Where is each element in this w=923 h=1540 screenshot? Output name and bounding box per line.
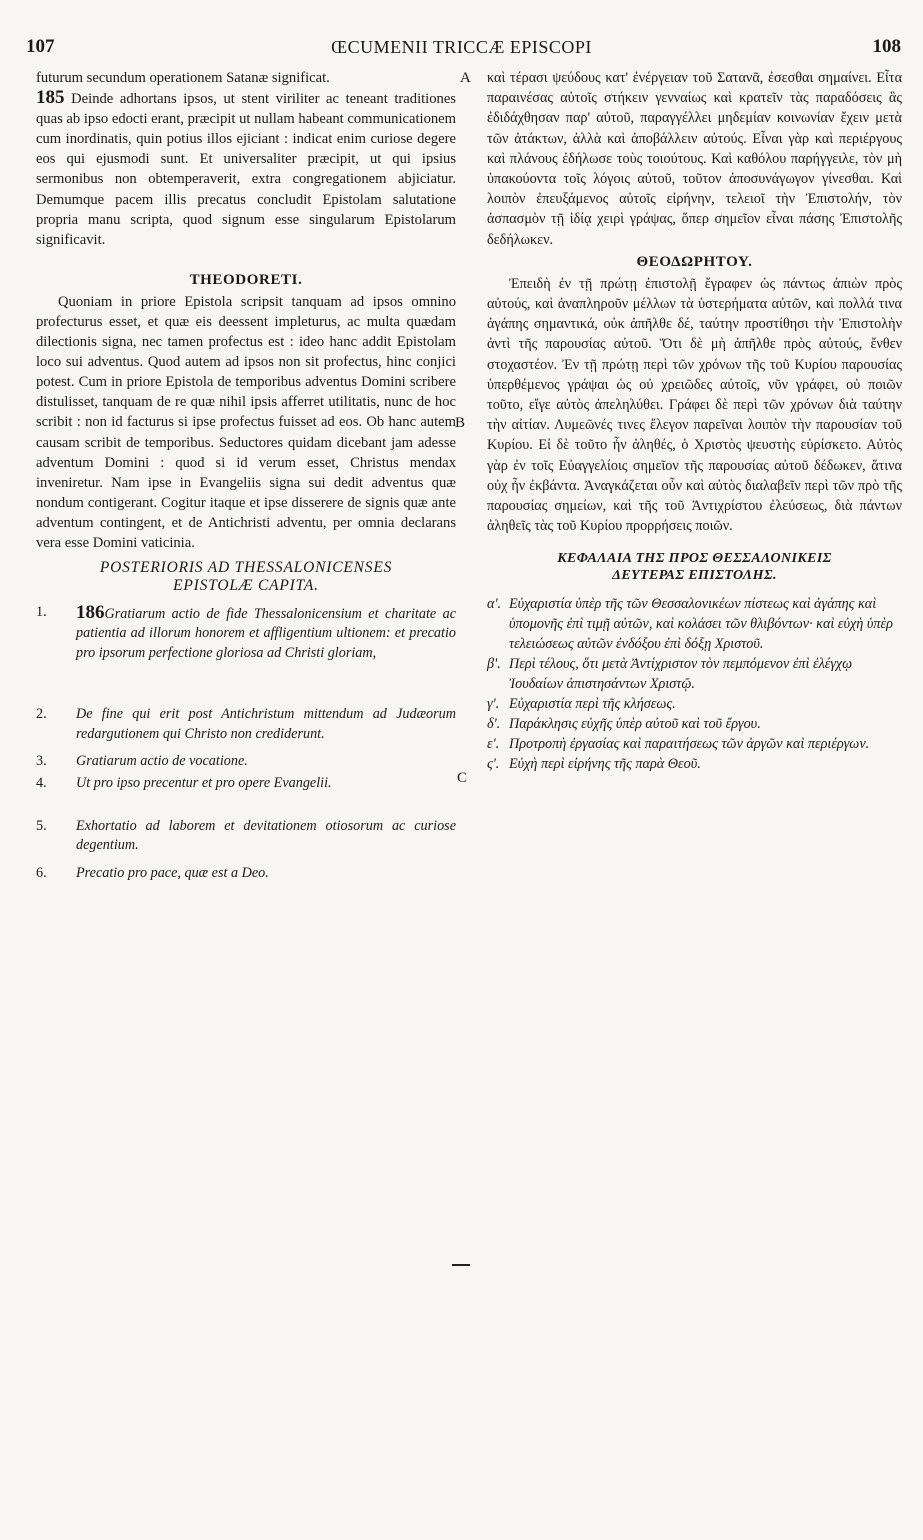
greek-item-text: Περὶ τέλους, ὅτι μετὰ Ἀντίχριστον τὸν πεμπόμενον ἐπὶ ἐλέγχῳ Ἰουδαίων ἀπιστησάντων Χριστῷ. bbox=[509, 656, 853, 693]
greek-capita-item bbox=[487, 754, 902, 774]
greek-item-text: Εὐχαριστία περὶ τῆς κλήσεως. bbox=[509, 696, 676, 713]
page-number-right: 108 bbox=[872, 36, 901, 57]
latin-item-number: 3. bbox=[36, 753, 47, 770]
greek-item-text: Εὐχαριστία ὑπὲρ τῆς τῶν Θεσσαλονικέων πίστεως καὶ ἀγάπης καὶ ὑπομονῆς ἐπὶ τιμῇ αὐτῶν, καὶ κολάσει τῶν θλιβόντων· καὶ εὐχὴ ὑπὲρ τελειώσεως αὐτῶν ἐνδόξου ἐπὶ δόξῃ Χριστοῦ. bbox=[509, 596, 893, 653]
margin-marker-a: A bbox=[460, 70, 471, 86]
latin-capita-title-2: EPISTOLÆ CAPITA. bbox=[173, 577, 319, 595]
greek-item-text: Εὐχὴ περὶ εἰρήνης τῆς παρὰ Θεοῦ. bbox=[509, 756, 701, 773]
greek-paragraph-1: καὶ τέρασι ψεύδους κατ' ἐνέργειαν τοῦ Σατανᾶ, ἐσεσθαι σημαίνει. Εἶτα παραινέσας αὐτοῖς στήκειν γενναίως καὶ κρατεῖν τὰς παραδόσεις ἃς ἐδιδάχθησαν παρ' αὐτοῦ, παραγγέλλει μηδεμίαν κοινωνίαν ἔχειν μετὰ τῶν ἀτάκτων, ἀλλὰ καὶ ἀποβάλλειν αὐτούς. Εἶναι γὰρ καὶ περιέργους καὶ πλάνους ἐδήλωσε τοὺς τοιούτους. Καὶ καθόλου παρήγγειλε, τὸν μὴ ὑπακούοντα τοῖς λόγοις αὐτοῦ, τοῦτον ἀποσυνάγωγον γίνεσθαι. Καὶ λοιπὸν ἐπευξάμενος αὐτοῖς εἰρήνην, τελειοῖ τὴν Ἐπιστολήν, τὸν ἀσπασμὸν τῇ ἰδίᾳ χειρὶ γράψας, ὅπερ σημεῖον εἶναι πάσης Ἐπιστολῆς δεδήλωκεν. bbox=[487, 70, 902, 248]
section-number-186: 186 bbox=[76, 602, 105, 624]
greek-capita-item bbox=[487, 594, 902, 654]
section-number-185: 185 bbox=[36, 87, 65, 109]
greek-capita-item bbox=[487, 694, 902, 714]
margin-marker-c: C bbox=[457, 770, 468, 786]
latin-capita-list bbox=[36, 603, 456, 883]
latin-item-number: 4. bbox=[36, 774, 47, 791]
greek-item-number: β'. bbox=[487, 656, 501, 673]
latin-item-text: Exhortatio ad laborem et devitationem otiosorum ac curiose degentium. bbox=[76, 817, 456, 854]
latin-capita-item bbox=[36, 752, 456, 771]
greek-heading-theodoretou: ΘΕΟΔΩΡΗΤΟΥ. bbox=[636, 253, 753, 270]
latin-capita-item bbox=[36, 864, 456, 883]
latin-item-text: Gratiarum actio de vocatione. bbox=[76, 753, 248, 770]
greek-column bbox=[487, 68, 902, 774]
page-number-left: 107 bbox=[26, 36, 55, 57]
latin-capita-item bbox=[36, 774, 456, 793]
greek-capita-item bbox=[487, 654, 902, 694]
latin-item-text: De fine qui erit post Antichristum mittendum ad Judæorum redargutionem qui Christo non crediderunt. bbox=[76, 706, 456, 742]
greek-capita-item bbox=[487, 734, 902, 754]
latin-paragraph-2 bbox=[36, 88, 456, 250]
greek-item-number: ε'. bbox=[487, 736, 500, 753]
latin-item-text: Ut pro ipso precentur et pro opere Evangelii. bbox=[76, 774, 332, 791]
latin-capita-item bbox=[36, 603, 456, 663]
greek-paragraph-2: Ἐπειδὴ ἐν τῇ πρώτῃ ἐπιστολῇ ἔγραφεν ὡς πάντως ἀπιὼν πρὸς αὐτούς, καὶ ἀναπληροῦν μέλλων τὰ ὑστερήματα αὐτῶν, καὶ πολλά τινα ἀγάπης σημαντικά, οὐκ ἀπῆλθε δέ, ταύτην προστίθησι τὴν Ἐπιστολὴν ἀντὶ τῆς παρουσίας αὐτοῦ. Ὅτι δὲ μὴ ἀπῆλθε πρὸς αὐτούς, ἔνθεν στοχαστέον. Ἐν τῇ πρώτῃ περὶ τῶν χρόνων τῆς τοῦ Κυρίου παρουσίας ὑπερθέμενος γράψαι ὡς οὐ χρειῶδες αὐτοῖς, νῦν γράφει, οὐ ποιῶν τοῦτο, εἴγε αὐτὸς ἀπεληλύθει. Γράφει δὲ περὶ τῶν χρόνων διὰ ταύτην τὴν αἰτίαν. Λυμεῶνές τινες ἔλεγον παρεῖναι λοιπὸν τὴν παρουσίαν τοῦ Κυρίου. Εἰ δὲ τοῦτο ἦν ἀληθές, ὁ Χριστὸς ψευστὴς εὑρίσκετο. Αὐτὸς γὰρ ἐν τοῖς Εὐαγγελίοις σημεῖον τῆς παρουσίας αὐτοῦ δέδωκεν, ἅτινα οὐχ ἦν ἐκβάντα. Ἀναγκάζεται οὖν καὶ αὐτὸς διαλαβεῖν περὶ τῶν πρὸ τῆς παρουσίας σημείων, καὶ τῆς τοῦ Ἀντιχρίστου ἐλεύσεως, διὰ πάντων ἀληθεῖς τὰς τοῦ Κυρίου προρρήσεις ποιῶν. bbox=[487, 275, 902, 535]
greek-item-text: Παράκλησις εὐχῆς ὑπὲρ αὐτοῦ καὶ τοῦ ἔργου. bbox=[509, 716, 761, 733]
greek-capita-item bbox=[487, 714, 902, 734]
greek-capita-list bbox=[487, 594, 902, 774]
greek-capita-title-2: ΔΕΥΤΕΡΑΣ ΕΠΙΣΤΟΛΗΣ. bbox=[612, 568, 777, 584]
greek-item-number: γ'. bbox=[487, 696, 500, 713]
latin-paragraph-3: Quoniam in priore Epistola scripsit tanquam ad ipsos omnino profecturus esset, et quæ eis deessent impleturus, ac multa quædam dilectionis signa, nec tamen profectus est : ideo hanc addit Epistolam loco sui adventus. Quod autem ad ipsos non sit profectus, hinc conjici potest. Cum in priore Epistola de temporibus adventus Domini scribere distulisset, tanquam de re quæ nihil ipsis afferret utilitatis, nunc de hoc scribit : non id facturus si ipse profectus fuisset ad eos. Ob hanc autem causam scribit de temporibus. Seductores quidam dicebant jam adesse adventum Domini : quod si id verum esset, Christus mendax inveniretur. Nam ipse in Evangeliis signa sui dedit adventus quæ nondum contigerant. Cogitur itaque et ipse disserere de signis quæ ante adventum contingent, et de Antichristi adventu, per omnia declarans vera esse Domini vaticinia. bbox=[36, 293, 456, 551]
latin-item-text: Gratiarum actio de fide Thessalonicensium et charitate ac patientia ad illorum honorem et affligentium ultionem: et precatio pro ipsorum perfectione gloriosa ad Christi gloriam, bbox=[76, 606, 456, 661]
running-title: ŒCUMENII TRICCÆ EPISCOPI bbox=[331, 37, 592, 57]
latin-capita-title-1: POSTERIORIS AD THESSALONICENSES bbox=[99, 559, 393, 577]
latin-item-number: 6. bbox=[36, 864, 47, 881]
greek-item-number: ς'. bbox=[487, 756, 500, 773]
latin-item-number: 1. bbox=[36, 604, 47, 621]
latin-item-number: 5. bbox=[36, 817, 47, 834]
latin-paragraph-2-text: Deinde adhortans ipsos, ut stent viriliter ac teneant traditiones quas ab ipso edocti erant, præcipit ut nullam habeant communicationem cum inordinatis, quin potius illos ejiciant : indicat enim curiose degere eos qui ejusmodi sunt. Et universaliter præcipit, ut qui ipsius sermonibus non obtemperaverit, extra congregationem abjiciatur. Demumque pacem illis precatus concludit Epistolam salutatione propria manu scripta, quod signum esse singularum Epistolarum significavit. bbox=[36, 91, 456, 248]
greek-item-text: Προτροπὴ ἐργασίας καὶ παραιτήσεως τῶν ἀργῶν καὶ περιέργων. bbox=[509, 736, 870, 753]
end-rule bbox=[452, 1264, 470, 1266]
latin-capita-item bbox=[36, 705, 456, 744]
latin-heading-theodoreti: THEODORETI. bbox=[189, 271, 303, 288]
latin-paragraph-1: futurum secundum operationem Satanæ significat. bbox=[36, 70, 330, 86]
latin-item-number: 2. bbox=[36, 706, 47, 723]
latin-capita-item bbox=[36, 817, 456, 856]
greek-capita-title-1: ΚΕΦΑΛΑΙΑ ΤΗΣ ΠΡΟΣ ΘΕΣΣΑΛΟΝΙΚΕΙΣ bbox=[557, 551, 832, 567]
margin-marker-b: B bbox=[455, 415, 466, 431]
greek-item-number: α'. bbox=[487, 596, 502, 613]
latin-item-text: Precatio pro pace, quæ est a Deo. bbox=[76, 864, 269, 881]
greek-item-number: δ'. bbox=[487, 716, 501, 733]
latin-column bbox=[36, 68, 456, 883]
